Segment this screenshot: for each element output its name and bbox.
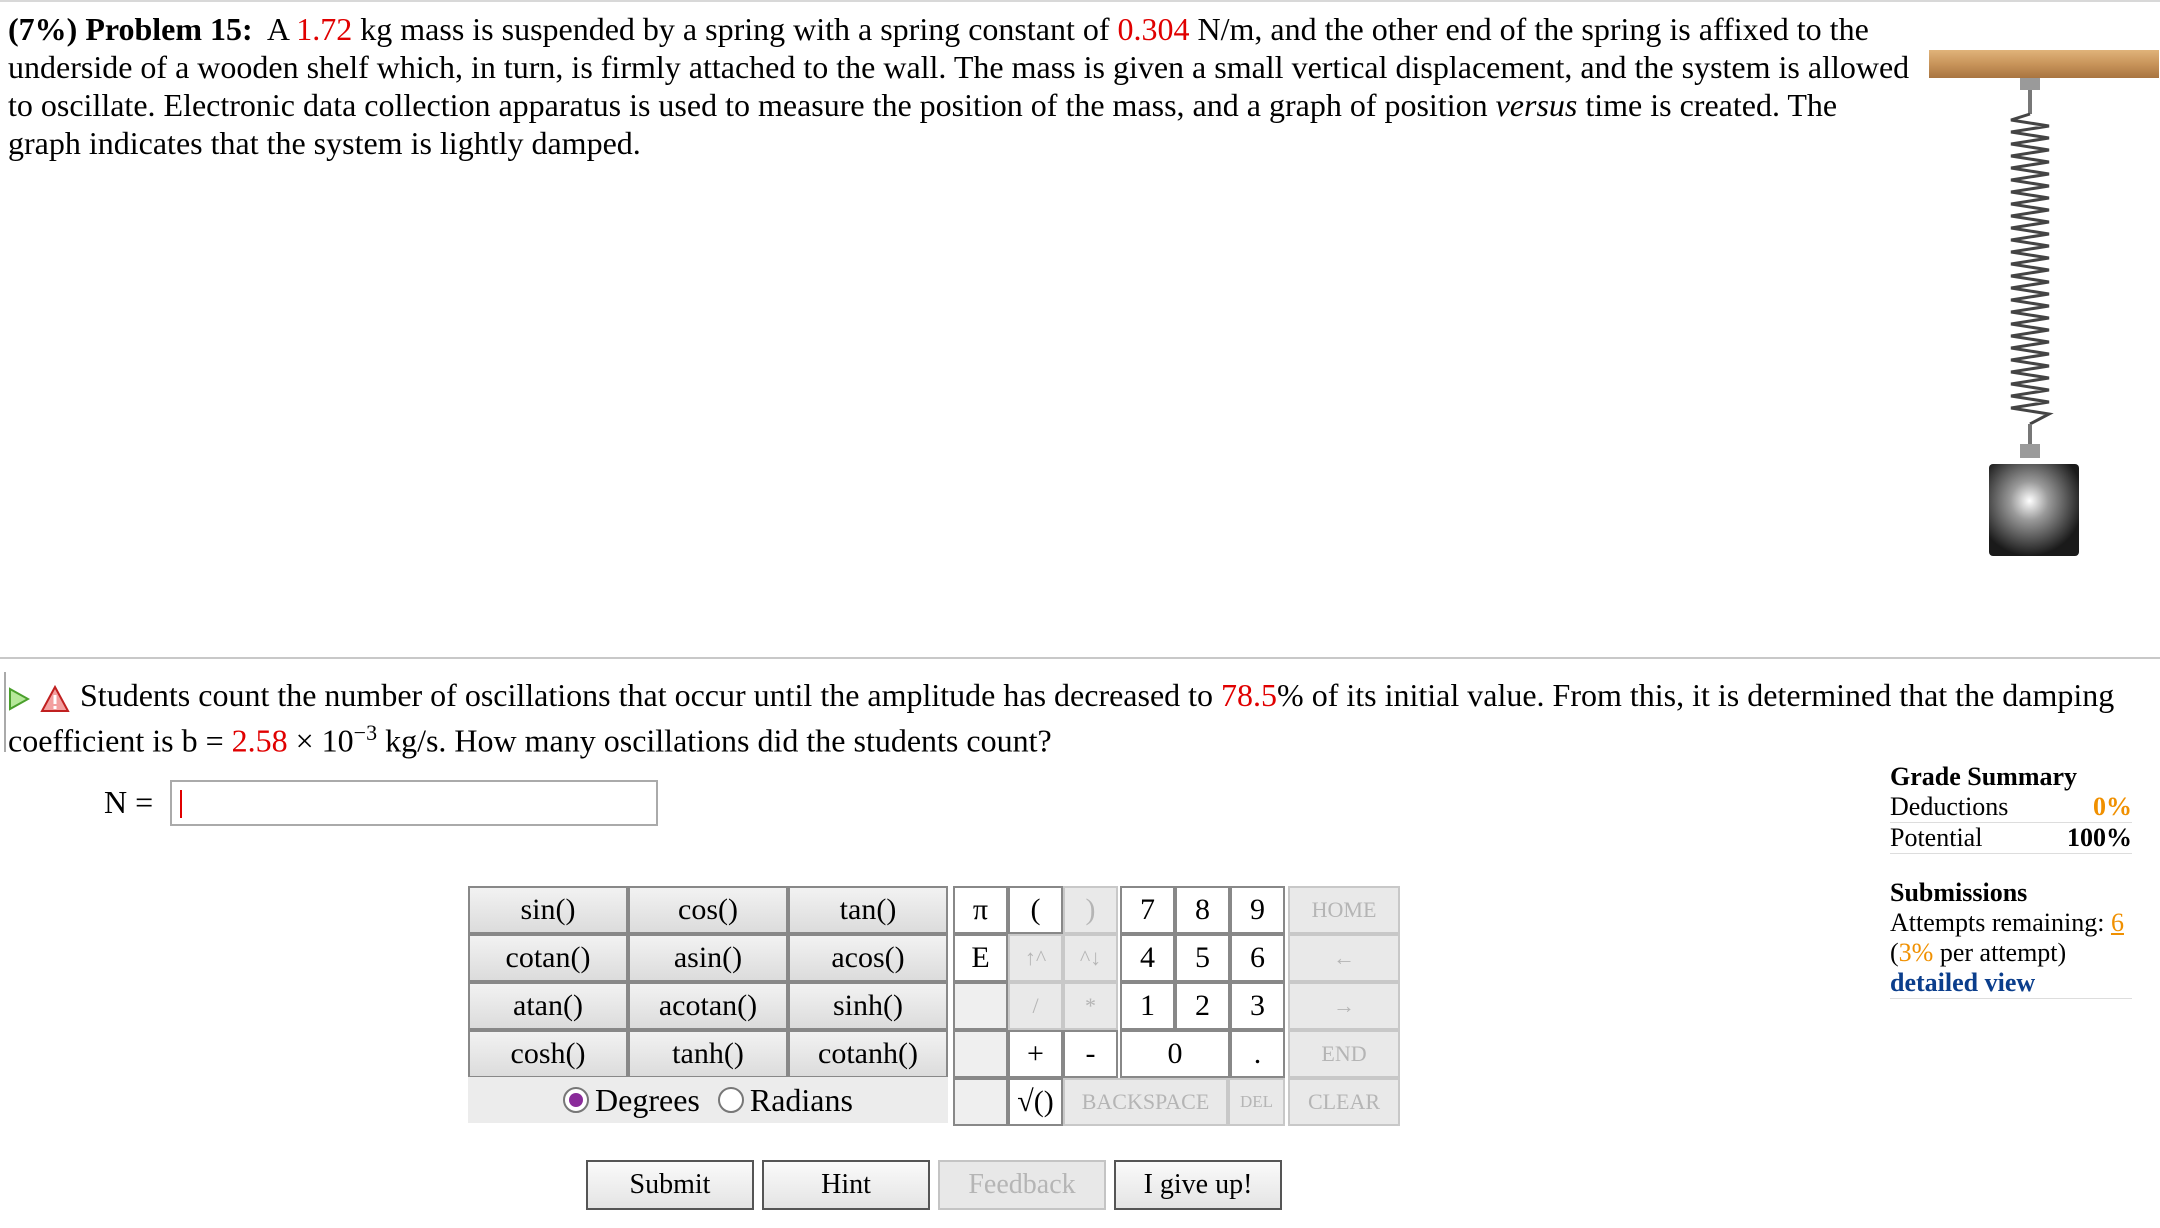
key-7[interactable]: 7 <box>1120 886 1175 934</box>
key-tanh[interactable]: tanh() <box>628 1030 788 1078</box>
key-cotanh[interactable]: cotanh() <box>788 1030 948 1078</box>
key-blank-2 <box>953 1030 1008 1078</box>
key-end[interactable]: END <box>1288 1030 1400 1078</box>
part-statement <box>8 676 2148 760</box>
key-sin[interactable]: sin() <box>468 886 628 934</box>
key-lparen[interactable]: ( <box>1008 886 1063 934</box>
potential-label: Potential <box>1890 823 1983 852</box>
key-2[interactable]: 2 <box>1175 982 1230 1030</box>
play-icon[interactable] <box>8 687 30 711</box>
key-home[interactable]: HOME <box>1288 886 1400 934</box>
problem-percent: (7%) <box>8 11 78 47</box>
key-power-down[interactable]: ^↓ <box>1063 934 1118 982</box>
key-6[interactable]: 6 <box>1230 934 1285 982</box>
per-attempt <box>1890 938 2132 968</box>
problem-text-4: time is created. The graph indicates that the system is lightly damped. <box>8 87 1838 161</box>
part-text-3: × 10 <box>287 722 354 759</box>
deductions-row <box>1890 792 2132 823</box>
wooden-shelf <box>1929 50 2159 78</box>
attempts-remaining <box>1890 908 2132 938</box>
key-sinh[interactable]: sinh() <box>788 982 948 1030</box>
degrees-label: Degrees <box>595 1081 700 1118</box>
spring-coil <box>2011 114 2049 424</box>
mass-value: 1.72 <box>296 11 353 47</box>
attempts-label: Attempts remaining: <box>1890 908 2111 937</box>
key-acotan[interactable]: acotan() <box>628 982 788 1030</box>
key-right-arrow[interactable]: → <box>1288 982 1400 1030</box>
attempts-value: 6 <box>2110 908 2124 937</box>
feedback-button[interactable]: Feedback <box>938 1160 1106 1210</box>
potential-row <box>1890 823 2132 854</box>
key-dot[interactable]: . <box>1230 1030 1285 1078</box>
top-divider <box>0 0 2160 2</box>
potential-value: 100% <box>2067 823 2132 852</box>
part-text-4: kg/s. How many oscillations did the students count? <box>377 722 1052 759</box>
radians-radio[interactable] <box>718 1082 853 1119</box>
problem-text-1: A <box>266 11 297 47</box>
key-plus[interactable]: + <box>1008 1030 1063 1078</box>
key-acos[interactable]: acos() <box>788 934 948 982</box>
radians-label: Radians <box>749 1081 853 1118</box>
per-attempt-open: ( <box>1890 938 1899 967</box>
grade-summary <box>1890 762 2132 999</box>
submit-button[interactable]: Submit <box>586 1160 754 1210</box>
answer-input[interactable] <box>170 780 658 826</box>
text-caret <box>180 790 182 818</box>
key-tan[interactable]: tan() <box>788 886 948 934</box>
key-sqrt[interactable]: √() <box>1008 1078 1063 1126</box>
grade-summary-title: Grade Summary <box>1890 762 2078 791</box>
key-1[interactable]: 1 <box>1120 982 1175 1030</box>
problem-label: Problem 15: <box>85 11 253 47</box>
problem-text-3: N/m, and the other end of the spring is affixed to the underside of a wooden shelf which, in turn, is firmly attached to the wall. The mass is given a small vertical displacement, and the system is allowed to oscillate. Electronic data collection apparatus is used to measure the position of the mass, and a graph of position <box>8 11 1910 123</box>
key-cos[interactable]: cos() <box>628 886 788 934</box>
exponent: −3 <box>353 720 378 745</box>
submissions-title: Submissions <box>1890 878 2028 907</box>
per-attempt-text: per attempt) <box>1933 938 2067 967</box>
problem-statement <box>8 10 1913 162</box>
key-del[interactable]: DEL <box>1228 1078 1285 1126</box>
spring-mass-illustration <box>1925 44 2160 564</box>
detailed-view-link[interactable]: detailed view <box>1890 968 2036 997</box>
radio-empty-icon <box>718 1087 744 1113</box>
angle-mode-selector <box>468 1077 948 1123</box>
key-0[interactable]: 0 <box>1120 1030 1230 1078</box>
key-blank-1 <box>953 982 1008 1030</box>
key-3[interactable]: 3 <box>1230 982 1285 1030</box>
deductions-label: Deductions <box>1890 792 2009 821</box>
warning-icon <box>40 685 70 713</box>
hint-button[interactable]: Hint <box>762 1160 930 1210</box>
section-divider <box>0 657 2160 659</box>
amplitude-percent: 78.5 <box>1221 677 1278 713</box>
key-backspace[interactable]: BACKSPACE <box>1063 1078 1228 1126</box>
key-blank-3 <box>953 1078 1008 1126</box>
key-minus[interactable]: - <box>1063 1030 1118 1078</box>
problem-versus: versus <box>1495 87 1578 123</box>
per-attempt-value: 3% <box>1898 938 1934 967</box>
key-clear[interactable]: CLEAR <box>1288 1078 1400 1126</box>
hanging-mass <box>1989 464 2079 556</box>
key-e[interactable]: E <box>953 934 1008 982</box>
key-8[interactable]: 8 <box>1175 886 1230 934</box>
part-text-1: Students count the number of oscillations that occur until the amplitude has decreased to <box>80 677 1222 713</box>
radio-selected-icon <box>563 1087 589 1113</box>
key-divide[interactable]: / <box>1008 982 1063 1030</box>
key-atan[interactable]: atan() <box>468 982 628 1030</box>
key-left-arrow[interactable]: ← <box>1288 934 1400 982</box>
part-text-2: % of its initial value. From this, it is determined that the damping coefficient is b = <box>8 677 2115 759</box>
key-5[interactable]: 5 <box>1175 934 1230 982</box>
key-pi[interactable]: π <box>953 886 1008 934</box>
problem-text-2: kg mass is suspended by a spring with a spring constant of <box>352 11 1118 47</box>
key-cotan[interactable]: cotan() <box>468 934 628 982</box>
key-4[interactable]: 4 <box>1120 934 1175 982</box>
deductions-value: 0% <box>2093 792 2132 821</box>
spring-constant-value: 0.304 <box>1117 11 1190 47</box>
key-asin[interactable]: asin() <box>628 934 788 982</box>
key-power-up[interactable]: ↑^ <box>1008 934 1063 982</box>
answer-label: N = <box>104 784 154 820</box>
key-cosh[interactable]: cosh() <box>468 1030 628 1078</box>
key-9[interactable]: 9 <box>1230 886 1285 934</box>
key-multiply[interactable]: * <box>1063 982 1118 1030</box>
key-rparen[interactable]: ) <box>1063 886 1118 934</box>
damping-coefficient: 2.58 <box>231 722 288 759</box>
give-up-button[interactable]: I give up! <box>1114 1160 1282 1210</box>
degrees-radio[interactable] <box>563 1082 700 1119</box>
